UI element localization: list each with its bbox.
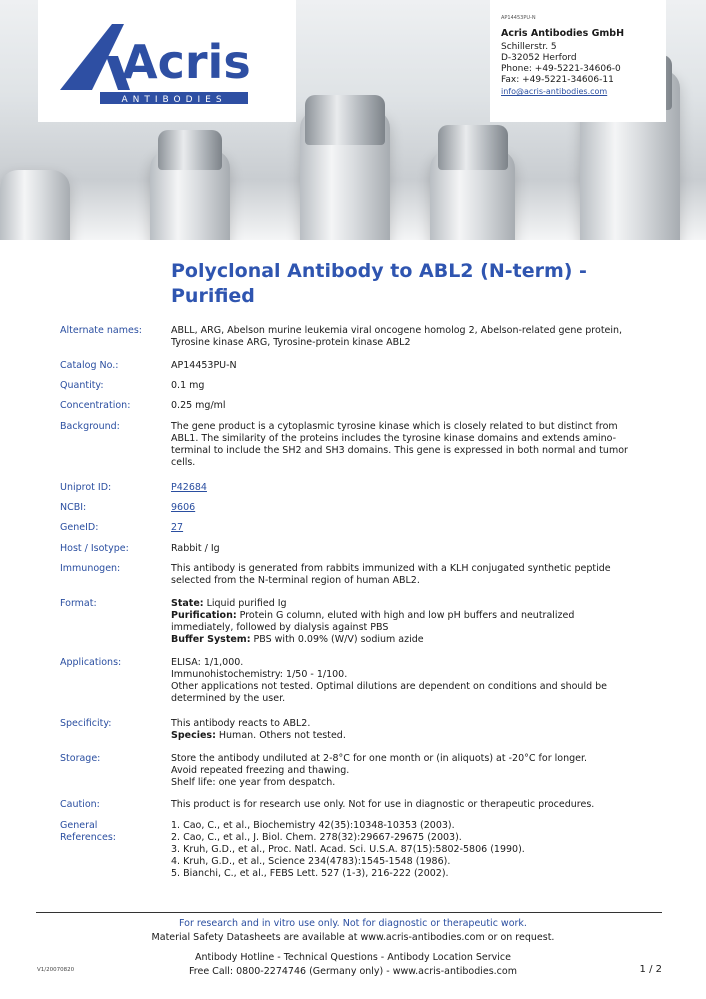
geneid-value [171, 522, 651, 534]
geneid-label: GeneID: [60, 522, 99, 533]
purification-value: Protein G column, eluted with high and low pH buffers and neutralized [236, 610, 575, 621]
page-title [171, 259, 641, 309]
hotline-note: Antibody Hotline - Technical Questions - Antibody Location Service [195, 952, 511, 963]
background-value [171, 421, 651, 469]
background-label: Background: [60, 421, 120, 432]
label-line: References: [60, 832, 116, 843]
caution-value: This product is for research use only. Not for use in diagnostic or therapeutic procedures. [171, 799, 595, 810]
alternate-names-value [171, 325, 651, 349]
footer-divider [36, 912, 662, 913]
immunogen-value [171, 563, 651, 587]
title-line: Purified [171, 285, 255, 307]
text-line: ABLL, ARG, Abelson murine leukemia viral oncogene homolog 2, Abelson-related gene protein, [171, 325, 623, 336]
vial-cap-image [158, 130, 222, 170]
references-label [60, 820, 170, 844]
purification-label: Purification: [171, 610, 237, 621]
vial-cap-image [305, 95, 385, 145]
caution-label: Caution: [60, 799, 100, 810]
concentration-value: 0.25 mg/ml [171, 400, 226, 411]
text-line: Shelf life: one year from despatch. [171, 777, 336, 788]
host-isotype-label: Host / Isotype: [60, 543, 129, 554]
references-value [171, 820, 651, 880]
title-line: Polyclonal Antibody to ABL2 (N-term) - [171, 260, 587, 282]
ncbi-link[interactable]: 9606 [171, 502, 196, 513]
text-line: Avoid repeated freezing and thawing. [171, 765, 350, 776]
vial-image [0, 170, 70, 240]
phone-line: Phone: +49-5221-34606-0 [501, 64, 621, 74]
text-line: Immunohistochemistry: 1/50 - 1/100. [171, 669, 348, 680]
reference-item: 3. Kruh, G.D., et al., Proc. Natl. Acad. Sci. U.S.A. 87(15):5802-5806 (1990). [171, 844, 525, 855]
format-label: Format: [60, 598, 97, 609]
msds-note: Material Safety Datasheets are available at www.acris-antibodies.com or on request. [151, 932, 555, 943]
format-state-line [171, 598, 651, 610]
text-line: Tyrosine kinase ARG, Tyrosine-protein kinase ABL2 [171, 337, 411, 348]
applications-label: Applications: [60, 657, 122, 668]
text-line: The gene product is a cytoplasmic tyrosine kinase which is closely related to but distinct from [171, 421, 618, 432]
applications-value [171, 657, 651, 705]
uniprot-label: Uniprot ID: [60, 482, 112, 493]
text-line: Store the antibody undiluted at 2-8°C for one month or (in aliquots) at -20°C for longer. [171, 753, 588, 764]
reference-item: 4. Kruh, G.D., et al., Science 234(4783):1545-1548 (1986). [171, 856, 451, 867]
storage-label: Storage: [60, 753, 101, 764]
text-line: This antibody reacts to ABL2. [171, 718, 311, 729]
species-value: Human. Others not tested. [215, 730, 346, 741]
ncbi-label: NCBI: [60, 502, 87, 513]
text-line: selected from the N-terminal region of human ABL2. [171, 575, 420, 586]
text-line: ELISA: 1/1,000. [171, 657, 244, 668]
text-line: determined by the user. [171, 693, 286, 704]
storage-value [171, 753, 651, 789]
text-line: immediately, followed by dialysis against PBS [171, 622, 389, 633]
text-line: cells. [171, 457, 196, 468]
species-label: Species: [171, 730, 216, 741]
format-buffer-line [171, 634, 651, 646]
buffer-label: Buffer System: [171, 634, 251, 645]
concentration-label: Concentration: [60, 400, 131, 411]
catalog-reference: AP14453PU-N [501, 15, 536, 21]
version-code: V1/20070820 [37, 967, 75, 973]
state-value: Liquid purified Ig [203, 598, 287, 609]
state-label: State: [171, 598, 204, 609]
text-line: ABL1. The similarity of the proteins includes the tyrosine kinase domains and extends amino- [171, 433, 617, 444]
email-link[interactable]: info@acris-antibodies.com [501, 87, 608, 96]
alternate-names-label: Alternate names: [60, 325, 142, 336]
logo-subtext: ANTIBODIES [121, 95, 227, 105]
quantity-value: 0.1 mg [171, 380, 205, 391]
address-line: Schillerstr. 5 [501, 42, 557, 52]
reference-item: 1. Cao, C., et al., Biochemistry 42(35):10348-10353 (2003). [171, 820, 455, 831]
company-name: Acris Antibodies GmbH [501, 28, 625, 39]
text-line: Other applications not tested. Optimal dilutions are dependent on conditions and should be [171, 681, 608, 692]
catalog-no-value: AP14453PU-N [171, 360, 237, 371]
format-purification-line [171, 610, 651, 622]
quantity-label: Quantity: [60, 380, 104, 391]
label-line: General [60, 820, 98, 831]
free-call-note: Free Call: 0800-2274746 (Germany only) - www.acris-antibodies.com [189, 966, 517, 977]
text-line: terminal to include the SH2 and SH3 domains. This gene is expressed in both normal and tumor [171, 445, 628, 456]
fax-line: Fax: +49-5221-34606-11 [501, 75, 614, 85]
immunogen-label: Immunogen: [60, 563, 121, 574]
buffer-value: PBS with 0.09% (W/V) sodium azide [250, 634, 424, 645]
logo-panel [38, 0, 296, 122]
geneid-link[interactable]: 27 [171, 522, 184, 533]
research-use-note: For research and in vitro use only. Not for diagnostic or therapeutic work. [179, 918, 527, 929]
vial-cap-image [438, 125, 508, 170]
uniprot-link[interactable]: P42684 [171, 482, 207, 493]
uniprot-value [171, 482, 651, 494]
reference-item: 5. Bianchi, C., et al., FEBS Lett. 527 (1-3), 216-222 (2002). [171, 868, 449, 879]
host-isotype-value: Rabbit / Ig [171, 543, 220, 554]
text-line: This antibody is generated from rabbits immunized with a KLH conjugated synthetic peptide [171, 563, 611, 574]
acris-logo [60, 22, 260, 108]
reference-item: 2. Cao, C., et al., J. Biol. Chem. 278(32):29667-29675 (2003). [171, 832, 462, 843]
logo-text: Acris [122, 35, 251, 89]
specificity-value [171, 718, 651, 742]
address-line: D-32052 Herford [501, 53, 577, 63]
ncbi-value [171, 502, 651, 514]
header-banner [0, 0, 706, 240]
species-line [171, 730, 651, 742]
catalog-no-label: Catalog No.: [60, 360, 119, 371]
specificity-label: Specificity: [60, 718, 112, 729]
page-number: 1 / 2 [639, 964, 662, 975]
contact-panel [490, 0, 666, 122]
format-value [171, 598, 651, 646]
